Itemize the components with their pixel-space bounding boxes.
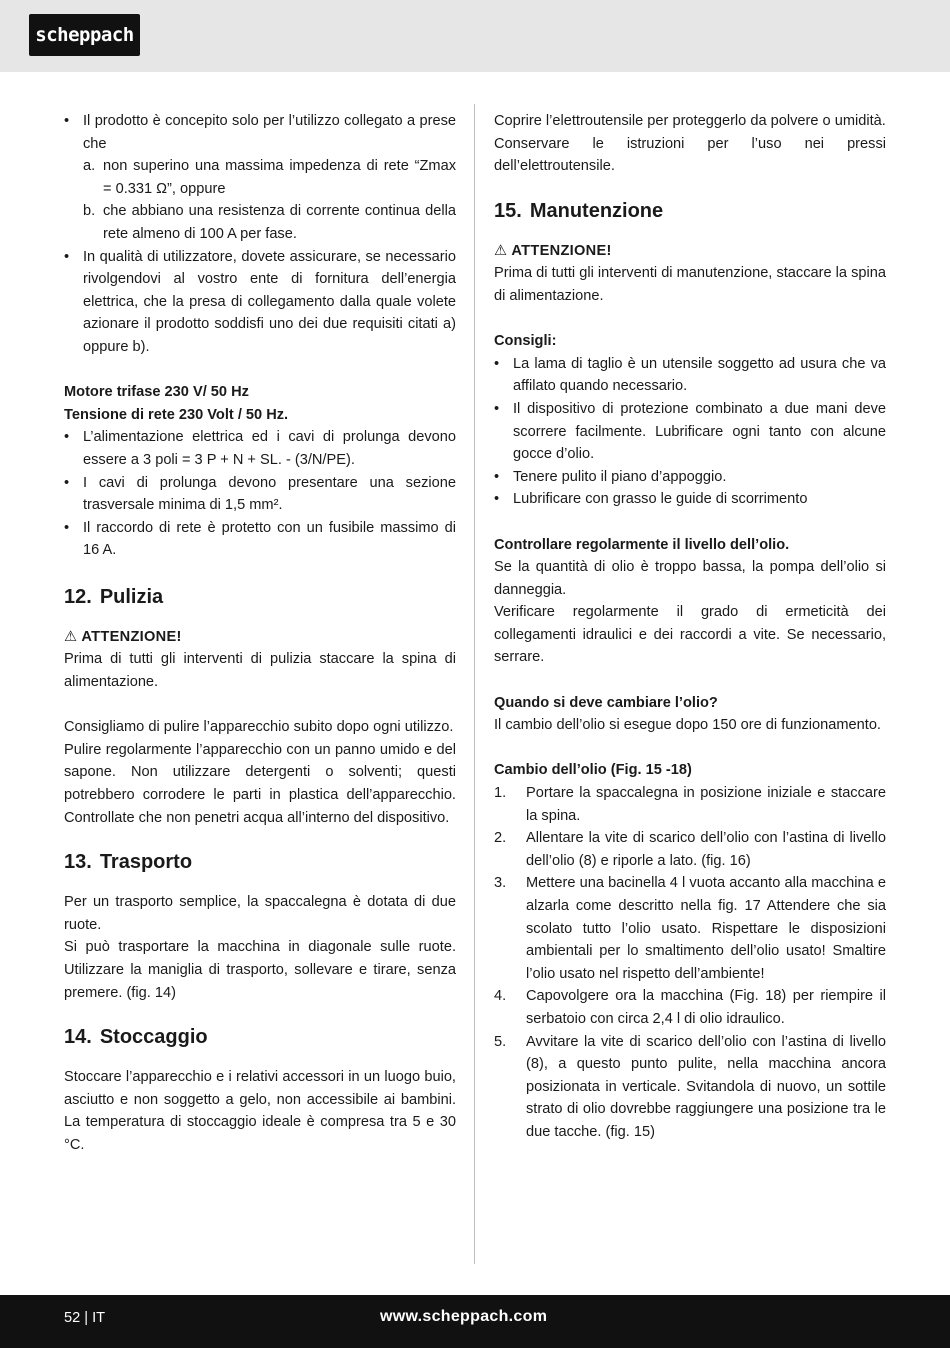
page-footer <box>0 1295 950 1348</box>
motor-list <box>64 426 456 562</box>
section-title-pulizia: 12. Pulizia <box>64 585 164 608</box>
sub-item-b: b. che abbiano una resistenza di corrente continua della rete almeno di 100 A per fase. <box>83 203 456 242</box>
list-item: 4. Capovolgere ora la macchina (Fig. 18) per riempire il serbatoio con circa 2,4 l di olio idraulico. <box>494 988 886 1027</box>
oil-change-heading: Cambio dell’olio (Fig. 15 -18) <box>494 762 692 779</box>
oil-when-heading: Quando si deve cambiare l’olio? <box>494 694 718 711</box>
left-column <box>64 110 456 1157</box>
voltage-heading: Tensione di rete 230 Volt / 50 Hz. <box>64 406 289 423</box>
paragraph: Per un trasporto semplice, la spaccalegna è dotata di due ruote. <box>64 894 456 933</box>
warning-label: ⚠ ATTENZIONE! <box>494 242 612 259</box>
list-item: • L’alimentazione elettrica ed i cavi di prolunga devono essere a 3 poli = 3 P + N + SL. - (3/N/PE). <box>64 426 456 471</box>
oil-change-steps <box>494 782 886 1144</box>
list-item: • Il dispositivo di protezione combinato a due mani deve scorrere facilmente. Lubrificare ogni tanto con alcune gocce d’olio. <box>494 398 886 466</box>
tips-list <box>494 353 886 511</box>
paragraph: Consigliamo di pulire l’apparecchio subito dopo ogni utilizzo. <box>64 719 454 736</box>
website-link[interactable]: www.scheppach.com <box>380 1308 548 1325</box>
list-item: 3. Mettere una bacinella 4 l vuota accanto alla macchina e alzarla come descritto nella fig. 17 Attendere che sia scolato tutto l’olio usato. Rispettare le disposizioni ambientali per lo smaltimento dell’olio usato! Smaltire l’olio usato nel rispetto dell’ambiente! <box>494 875 886 982</box>
list-item: 2. Allentare la vite di scarico dell’olio con l’astina di livello dell’olio (8) e riporle a lato. (fig. 16) <box>494 830 886 869</box>
paragraph: Coprire l’elettroutensile per proteggerlo da polvere o umidità. <box>494 113 886 129</box>
connection-list <box>64 110 456 359</box>
list-item: • Lubrificare con grasso le guide di scorrimento <box>494 488 886 511</box>
page-header <box>0 0 950 72</box>
column-divider <box>474 104 475 1264</box>
oil-check-heading: Controllare regolarmente il livello dell’olio. <box>494 536 790 553</box>
right-column <box>494 110 886 1144</box>
list-item: 5. Avvitare la vite di scarico dell’olio con l’astina di livello (8), a questo punto pulite, nella macchina ancora posizionata in verticale. Svitandola di nuovo, un sottile strato di olio dovrebbe raggiungere una posizione tra le due tacche. (fig. 15) <box>494 1033 886 1140</box>
motor-heading: Motore trifase 230 V/ 50 Hz <box>64 384 249 401</box>
paragraph: Stoccare l’apparecchio e i relativi accessori in un luogo buio, asciutto e non soggetto a gelo, non accessibile ai bambini. La temperatura di stoccaggio ideale è compresa tra 5 e 30 °C. <box>64 1069 456 1153</box>
paragraph: Conservare le istruzioni per l’uso nei pressi dell’elettroutensile. <box>494 135 886 175</box>
list-item: • Il raccordo di rete è protetto con un fusibile massimo di 16 A. <box>64 517 456 562</box>
scheppach-logo: scheppach <box>29 14 140 56</box>
section-title-stoccaggio: 14. Stoccaggio <box>64 1026 208 1049</box>
paragraph: Se la quantità di olio è troppo bassa, la pompa dell’olio si danneggia. <box>494 559 886 598</box>
paragraph: Pulire regolarmente l’apparecchio con un panno umido e del sapone. Non utilizzare detergenti o solventi; questi potrebbero corrodere le parti in plastica dell’apparecchio. Controllate che non penetri acqua all’interno del dispositivo. <box>64 741 456 826</box>
tips-heading: Consigli: <box>494 333 557 350</box>
paragraph: Si può trasportare la macchina in diagonale sulle ruote. Utilizzare la maniglia di trasporto, sollevare e tirare, senza premere. (fig. 14) <box>64 939 456 1001</box>
list-item: • Tenere pulito il piano d’appoggio. <box>494 466 886 489</box>
warning-icon: ⚠ <box>64 628 78 645</box>
list-item: 1. Portare la spaccalegna in posizione iniziale e staccare la spina. <box>494 785 886 824</box>
paragraph: Prima di tutti gli interventi di pulizia staccare la spina di alimentazione. <box>64 651 456 691</box>
warning-icon: ⚠ <box>494 242 508 259</box>
list-item: • I cavi di prolunga devono presentare una sezione trasversale minima di 1,5 mm². <box>64 472 456 517</box>
paragraph: Verificare regolarmente il grado di ermeticità dei collegamenti idraulici e dei raccordi a vite. Se necessario, serrare. <box>494 604 886 666</box>
page-number: 52 | IT <box>64 1310 106 1326</box>
paragraph: Il cambio dell’olio si esegue dopo 150 ore di funzionamento. <box>494 717 881 734</box>
section-title-manutenzione: 15. Manutenzione <box>494 199 664 222</box>
list-item: • Il prodotto è concepito solo per l’utilizzo collegato a prese che a. non superino una massima impedenza di rete “Zmax = 0.331 Ω”, oppure b. che abbiano una resistenza di corrente continua della rete almeno di 100 A per fase. <box>64 110 456 246</box>
list-item: • In qualità di utilizzatore, dovete assicurare, se necessario rivolgendovi al vostro ente di fornitura dell’energia elettrica, che la presa di collegamento dalla quale volete azionare il prodotto soddisfi uno dei due requisiti citati a) oppure b). <box>64 246 456 359</box>
sub-item-a: a. non superino una massima impedenza di rete “Zmax = 0.331 Ω”, oppure <box>83 158 456 197</box>
warning-label: ⚠ ATTENZIONE! <box>64 628 182 645</box>
section-title-trasporto: 13. Trasporto <box>64 851 193 874</box>
paragraph: Prima di tutti gli interventi di manutenzione, staccare la spina di alimentazione. <box>494 265 886 304</box>
list-item: • La lama di taglio è un utensile soggetto ad usura che va affilato quando necessario. <box>494 353 886 398</box>
